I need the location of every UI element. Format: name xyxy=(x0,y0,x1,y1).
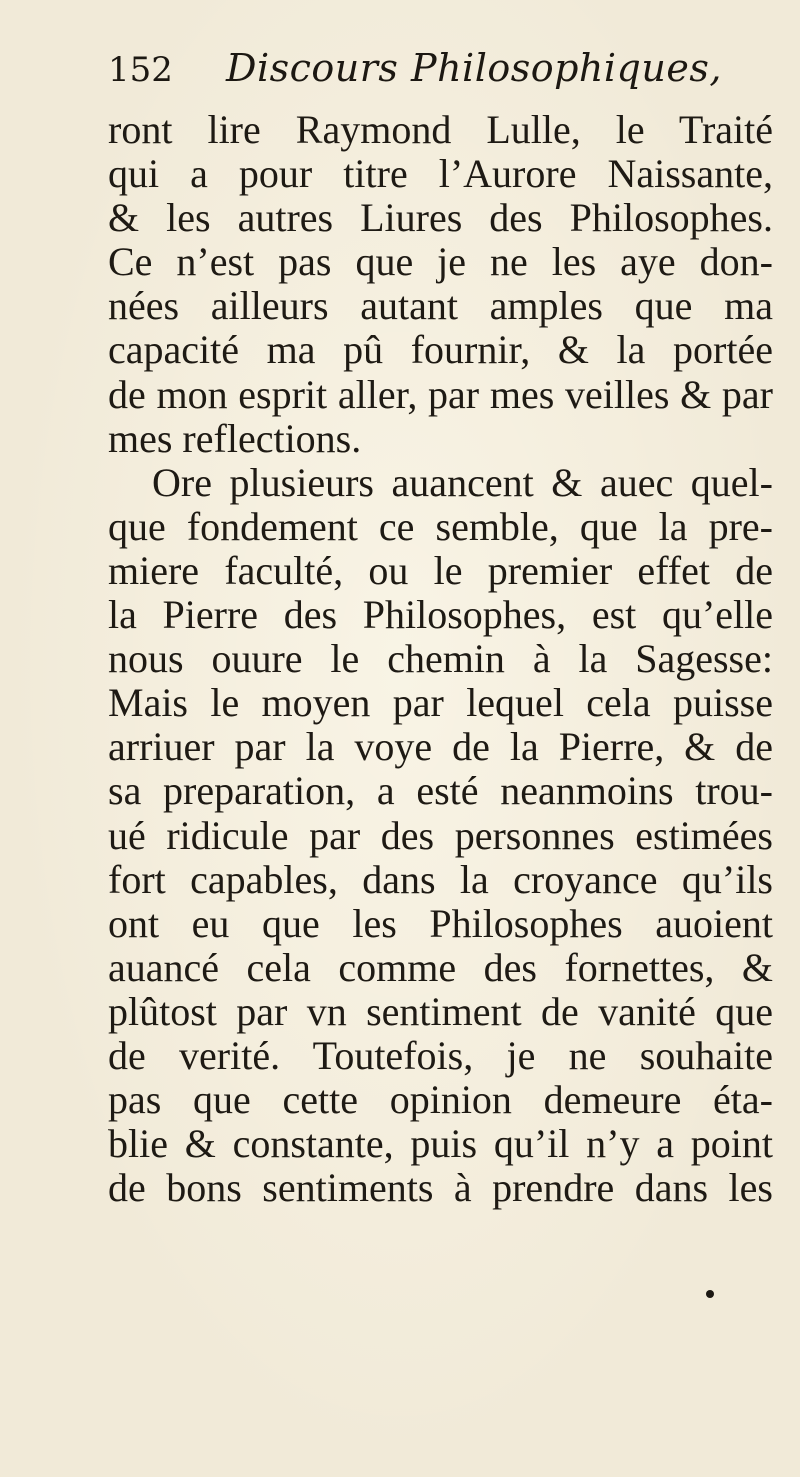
text-line-paragraph-start: Ore plusieurs auancent & auec quel- xyxy=(152,459,773,505)
text-line: capacité ma pû fournir, & la portée xyxy=(108,327,773,373)
text-line: Mais le moyen par lequel cela puisse xyxy=(108,680,773,726)
text-line: de mon esprit aller, par mes veilles & par xyxy=(108,371,773,417)
text-line: qui a pour titre l’Aurore Naissante, xyxy=(108,151,773,197)
body-text xyxy=(108,108,773,1210)
running-title: Discours Philosophiques, xyxy=(226,46,722,90)
page-number: 152 xyxy=(108,50,173,90)
text-line: Ce n’est pas que je ne les aye don- xyxy=(108,239,773,285)
text-line: que fondement ce semble, que la pre- xyxy=(108,503,773,549)
text-line: ont eu que les Philosophes auoient xyxy=(108,900,773,946)
text-line: & les autres Liures des Philosophes. xyxy=(108,195,773,241)
text-line: nées ailleurs autant amples que ma xyxy=(108,283,773,329)
text-line: arriuer par la voye de la Pierre, & de xyxy=(108,724,773,770)
text-line: la Pierre des Philosophes, est qu’elle xyxy=(108,592,773,638)
ink-dot-ornament xyxy=(706,1290,714,1298)
text-line: miere faculté, ou le premier effet de xyxy=(108,547,773,593)
text-line: ué ridicule par des personnes estimées xyxy=(108,812,773,858)
text-line: sa preparation, a esté neanmoins trou- xyxy=(108,768,773,814)
text-line: de bons sentiments à prendre dans les xyxy=(108,1165,773,1211)
text-line: de verité. Toutefois, je ne souhaite xyxy=(108,1032,773,1078)
text-line-paragraph-end: mes reflections. xyxy=(108,415,362,461)
text-line: fort capables, dans la croyance qu’ils xyxy=(108,856,773,902)
page-header xyxy=(108,46,748,102)
text-line: blie & constante, puis qu’il n’y a point xyxy=(108,1121,773,1167)
text-line: plûtost par vn sentiment de vanité que xyxy=(108,988,773,1034)
text-line: ront lire Raymond Lulle, le Traité xyxy=(108,107,773,152)
text-line: nous ouure le chemin à la Sagesse: xyxy=(108,636,773,682)
text-line: pas que cette opinion demeure éta- xyxy=(108,1077,773,1123)
text-line: auancé cela comme des fornettes, & xyxy=(108,944,773,990)
